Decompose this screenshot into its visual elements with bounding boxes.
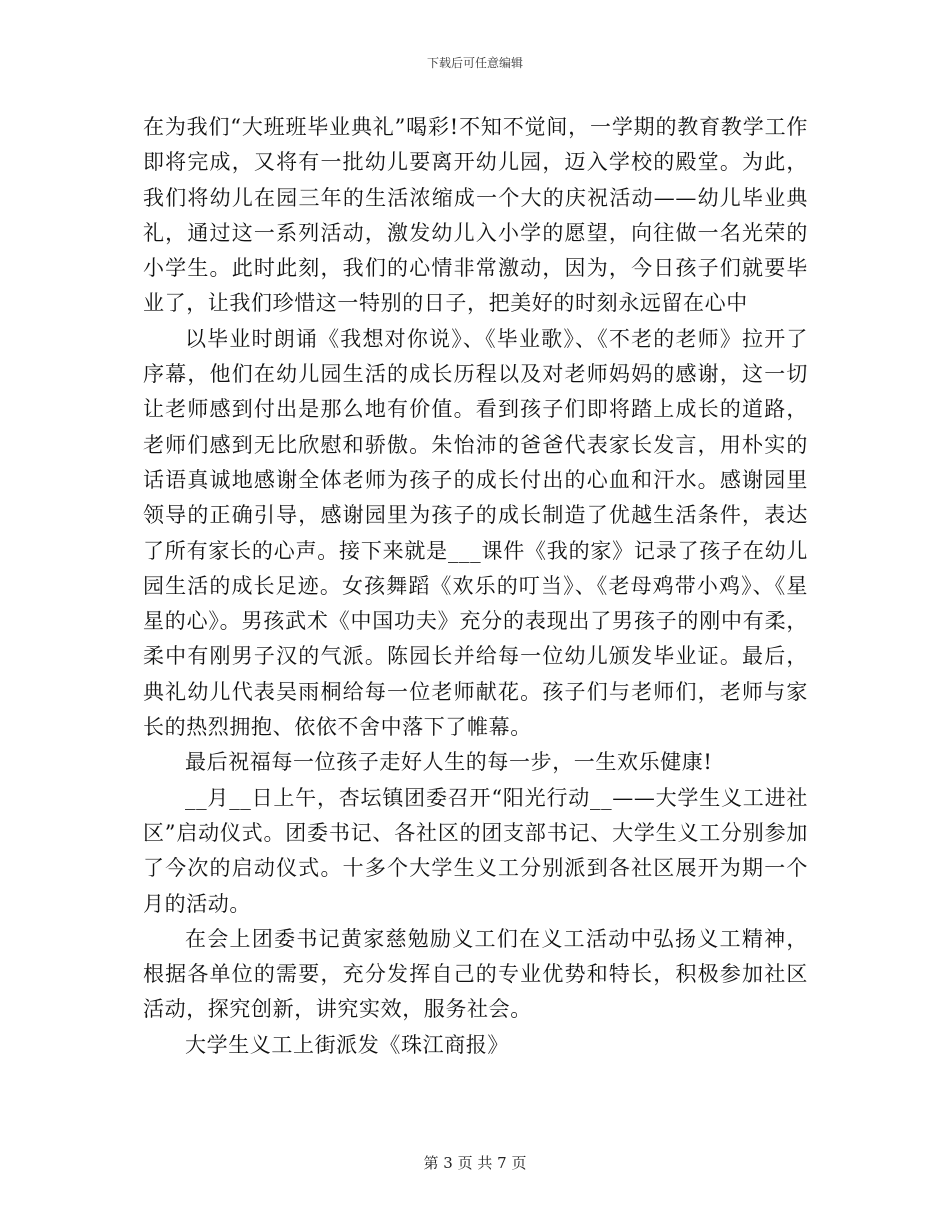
page-number-footer: 第 3 页 共 7 页	[423, 1154, 527, 1172]
paragraph-newspaper-distribution: 大学生义工上街派发《珠江商报》	[185, 1032, 509, 1057]
paragraph-blessing: 最后祝福每一位孩子走好人生的每一步，一生欢乐健康!	[185, 750, 713, 775]
paragraph-volunteer-launch: __月__日上午，杏坛镇团委召开“阳光行动__——大学生义工进社区”启动仪式。团委书记、各社区的团支部书记、大学生义工分别参加了今次的启动仪式。十多个大学生义工分别派到各社区展开为期一个月的活动。	[143, 785, 808, 916]
paragraph-ceremony-program: 以毕业时朗诵《我想对你说》、《毕业歌》、《不老的老师》拉开了序幕，他们在幼儿园生活的成长历程以及对老师妈妈的感谢，这一切让老师感到付出是那么地有价值。看到孩子们即将踏上成长的道路，老师们感到无比欣慰和骄傲。朱怡沛的爸爸代表家长发言，用朴实的话语真诚地感谢全体老师为孩子的成长付出的心血和汗水。感谢园里领导的正确引导，感谢园里为孩子的成长制造了优越生活条件，表达了所有家长的心声。接下来就是___课件《我的家》记录了孩子在幼儿园生活的成长足迹。女孩舞蹈《欢乐的叮当》、《老母鸡带小鸡》、《星星的心》。男孩武术《中国功夫》充分的表现出了男孩子的刚中有柔，柔中有刚男子汉的气派。陈园长并给每一位幼儿颁发毕业证。最后，典礼幼儿代表吴雨桐给每一位老师献花。孩子们与老师们，老师与家长的热烈拥抱、依依不舍中落下了帷幕。	[143, 326, 808, 740]
document-body	[143, 110, 808, 1063]
paragraph-graduation-intro: 在为我们“大班班毕业典礼”喝彩!不知不觉间，一学期的教育教学工作即将完成，又将有一批幼儿要离开幼儿园，迈入学校的殿堂。为此，我们将幼儿在园三年的生活浓缩成一个大的庆祝活动——幼儿毕业典礼，通过这一系列活动，激发幼儿入小学的愿望，向往做一名光荣的小学生。此时此刻，我们的心情非常激动，因为，今日孩子们就要毕业了，让我们珍惜这一特别的日子，把美好的时刻永远留在心中	[143, 115, 808, 316]
page-header-note: 下载后可任意编辑	[426, 56, 523, 70]
paragraph-secretary-speech: 在会上团委书记黄家慈勉励义工们在义工活动中弘扬义工精神，根据各单位的需要，充分发挥自己的专业优势和特长，积极参加社区活动，探究创新，讲究实效，服务社会。	[143, 926, 808, 1022]
